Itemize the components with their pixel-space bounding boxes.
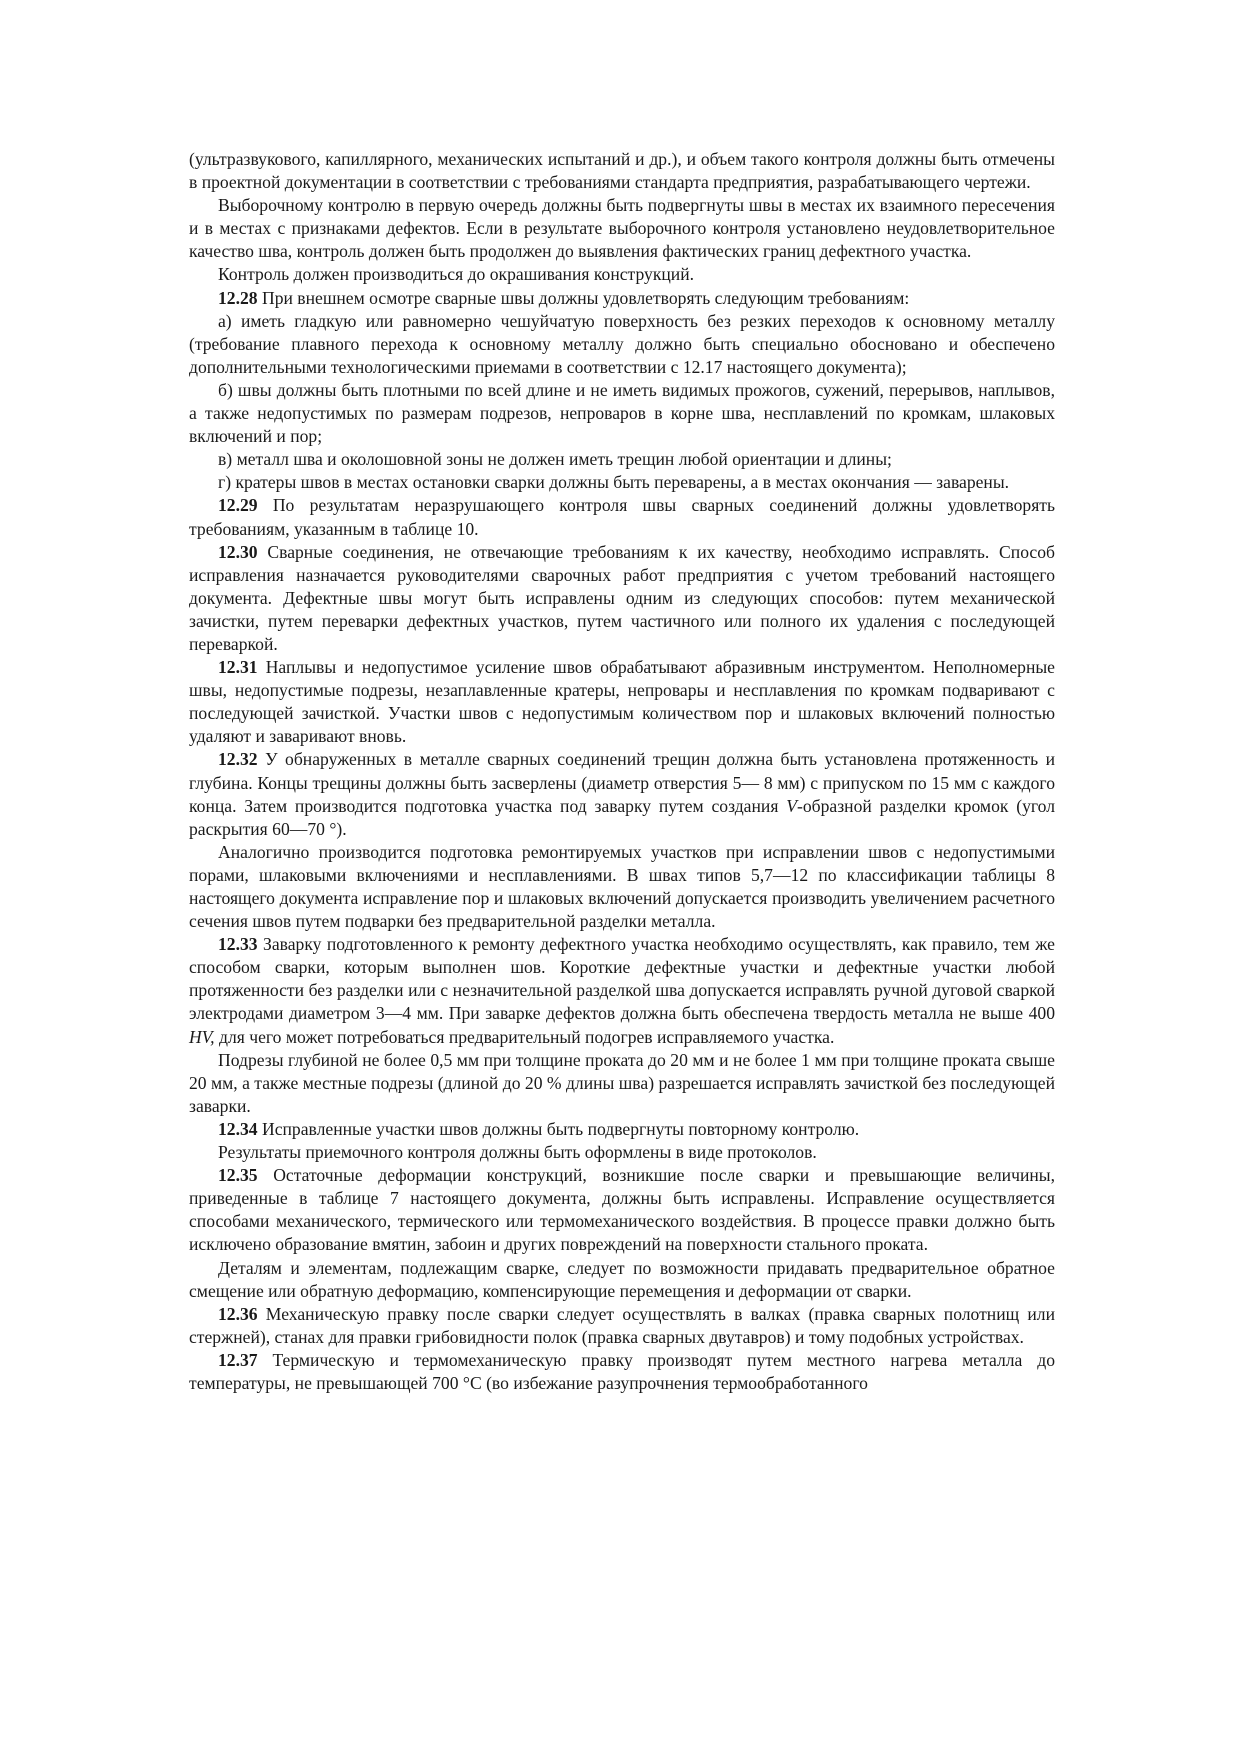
paragraph-text: а) иметь гладкую или равномерно чешуйчатую поверхность без резких переходов к основному металлу (требование плавного перехода к основному металлу должно быть специально обосновано и обеспечено дополнительными технологическими приемами в соответствии с 12.17 настоящего документа); bbox=[189, 310, 1055, 377]
clause-number: 12.35 bbox=[218, 1165, 258, 1186]
paragraph bbox=[189, 1049, 1055, 1118]
paragraph-text: г) кратеры швов в местах остановки сварки должны быть переварены, а в местах окончания — заварены. bbox=[218, 472, 1010, 493]
clause-number: 12.31 bbox=[218, 657, 258, 678]
italic-text: V bbox=[786, 795, 797, 816]
paragraph bbox=[189, 841, 1055, 933]
clause-paragraph bbox=[189, 541, 1055, 656]
clause-paragraph bbox=[189, 656, 1055, 748]
paragraph bbox=[189, 1141, 1055, 1164]
paragraph-text: Наплывы и недопустимое усиление швов обрабатывают абразивным инструментом. Неполномерные швы, недопустимые подрезы, незаплавленные кратеры, непровары и несплавления по кромкам подваривают с последующей зачисткой. Участки швов с недопустимым количеством пор и шлаковых включений полностью удаляют и заваривают вновь. bbox=[189, 657, 1055, 747]
clause-paragraph bbox=[189, 748, 1055, 840]
clause-number: 12.32 bbox=[218, 749, 258, 770]
paragraph-text: (ультразвукового, капиллярного, механических испытаний и др.), и объем такого контроля должны быть отмечены в проектной документации в соответствии с требованиями стандарта предприятия, разрабатывающего чертежи. bbox=[189, 149, 1055, 193]
paragraph-text: Термическую и термомеханическую правку производят путем местного нагрева металла до температуры, не превышающей 700 °С (во избежание разупрочнения термообработанного bbox=[189, 1349, 1055, 1393]
clause-paragraph bbox=[189, 287, 1055, 310]
paragraph bbox=[189, 471, 1055, 494]
paragraph-text: в) металл шва и околошовной зоны не должен иметь трещин любой ориентации и длины; bbox=[218, 449, 892, 470]
paragraph-text: -образной разделки кромок (угол раскрытия 60—70 °). bbox=[189, 795, 1056, 839]
clause-number: 12.34 bbox=[218, 1118, 258, 1139]
clause-paragraph bbox=[189, 1349, 1055, 1395]
paragraph bbox=[189, 379, 1055, 448]
paragraph bbox=[189, 310, 1055, 379]
paragraph-text: Остаточные деформации конструкций, возникшие после сварки и превышающие величины, приведенные в таблице 7 настоящего документа, должны быть исправлены. Исправление осуществляется способами механического, термического или термомеханического воздействия. В процессе правки должно быть исключено образование вмятин, забоин и других повреждений на поверхности стального проката. bbox=[189, 1165, 1055, 1255]
clause-number: 12.33 bbox=[218, 934, 258, 955]
paragraph-text: Сварные соединения, не отвечающие требованиям к их качеству, необходимо исправлять. Способ исправления назначается руководителями сварочных работ предприятия с учетом требований настоящего документа. Дефектные швы могут быть исправлены одним из следующих способов: путем механической зачистки, путем переварки дефектных участков, путем частичного или полного их удаления с последующей переваркой. bbox=[189, 541, 1055, 654]
clause-paragraph bbox=[189, 933, 1055, 1048]
paragraph-text: Результаты приемочного контроля должны быть оформлены в виде протоколов. bbox=[218, 1142, 817, 1163]
document-page bbox=[189, 148, 1055, 1395]
clause-number: 12.29 bbox=[218, 495, 258, 516]
paragraph-text: Деталям и элементам, подлежащим сварке, следует по возможности придавать предварительное обратное смещение или обратную деформацию, компенсирующие перемещения и деформации от сварки. bbox=[189, 1257, 1055, 1301]
clause-paragraph bbox=[189, 1118, 1055, 1141]
paragraph-text: Подрезы глубиной не более 0,5 мм при толщине проката до 20 мм и не более 1 мм при толщине проката свыше 20 мм, а также местные подрезы (длиной до 20 % длины шва) разрешается исправлять зачисткой без последующей заварки. bbox=[189, 1049, 1055, 1116]
paragraph-text: Исправленные участки швов должны быть подвергнуты повторному контролю. bbox=[257, 1118, 860, 1139]
paragraph-text: Механическую правку после сварки следует осуществлять в валках (правка сварных полотнищ или стержней), станах для правки грибовидности полок (правка сварных двутавров) и тому подобных устройствах. bbox=[189, 1303, 1055, 1347]
paragraph bbox=[189, 194, 1055, 263]
paragraph-text: Контроль должен производиться до окрашивания конструкций. bbox=[218, 264, 695, 285]
clause-number: 12.36 bbox=[218, 1303, 258, 1324]
paragraph bbox=[189, 148, 1055, 194]
clause-number: 12.28 bbox=[218, 287, 258, 308]
clause-paragraph bbox=[189, 1164, 1055, 1256]
italic-text: HV, bbox=[189, 1026, 215, 1047]
clause-paragraph bbox=[189, 494, 1055, 540]
paragraph-text: Аналогично производится подготовка ремонтируемых участков при исправлении швов с недопустимыми порами, шлаковыми включениями и несплавлениями. В швах типов 5,7—12 по классификации таблицы 8 настоящего документа исправление пор и шлаковых включений допускается производить увеличением расчетного сечения швов путем подварки без предварительной разделки металла. bbox=[189, 841, 1055, 932]
paragraph-text: По результатам неразрушающего контроля швы сварных соединений должны удовлетворять требованиям, указанным в таблице 10. bbox=[189, 495, 1055, 539]
paragraph-text: Заварку подготовленного к ремонту дефектного участка необходимо осуществлять, как правило, тем же способом сварки, которым выполнен шов. Короткие дефектные участки и дефектные участки любой протяженности без разделки или с незначительной разделкой шва допускается исправлять ручной дуговой сваркой электродами диаметром 3—4 мм. При заварке дефектов должна быть обеспечена твердость металла не выше 400 bbox=[189, 934, 1055, 1024]
clause-number: 12.37 bbox=[218, 1349, 258, 1370]
paragraph bbox=[189, 263, 1055, 286]
paragraph-text: Выборочному контролю в первую очередь должны быть подвергнуты швы в местах их взаимного пересечения и в местах с признаками дефектов. Если в результате выборочного контроля установлено неудовлетворительное качество шва, контроль должен быть продолжен до выявления фактических границ дефектного участка. bbox=[189, 195, 1055, 262]
paragraph-text: При внешнем осмотре сварные швы должны удовлетворять следующим требованиям: bbox=[257, 287, 910, 308]
paragraph-text: б) швы должны быть плотными по всей длине и не иметь видимых прожогов, сужений, перерывов, наплывов, а также недопустимых по размерам подрезов, непроваров в корне шва, несплавлений по кромкам, шлаковых включений и пор; bbox=[189, 379, 1055, 447]
paragraph bbox=[189, 1257, 1055, 1303]
clause-number: 12.30 bbox=[218, 541, 258, 562]
paragraph-text: У обнаруженных в металле сварных соединений трещин должна быть установлена протяженность и глубина. Концы трещины должны быть засверлены (диаметр отверстия 5— 8 мм) с припуском по 15 мм с каждого конца. Затем производится подготовка участка под заварку путем создания bbox=[189, 749, 1055, 816]
paragraph bbox=[189, 448, 1055, 471]
clause-paragraph bbox=[189, 1303, 1055, 1349]
paragraph-text: для чего может потребоваться предварительный подогрев исправляемого участка. bbox=[214, 1026, 835, 1047]
